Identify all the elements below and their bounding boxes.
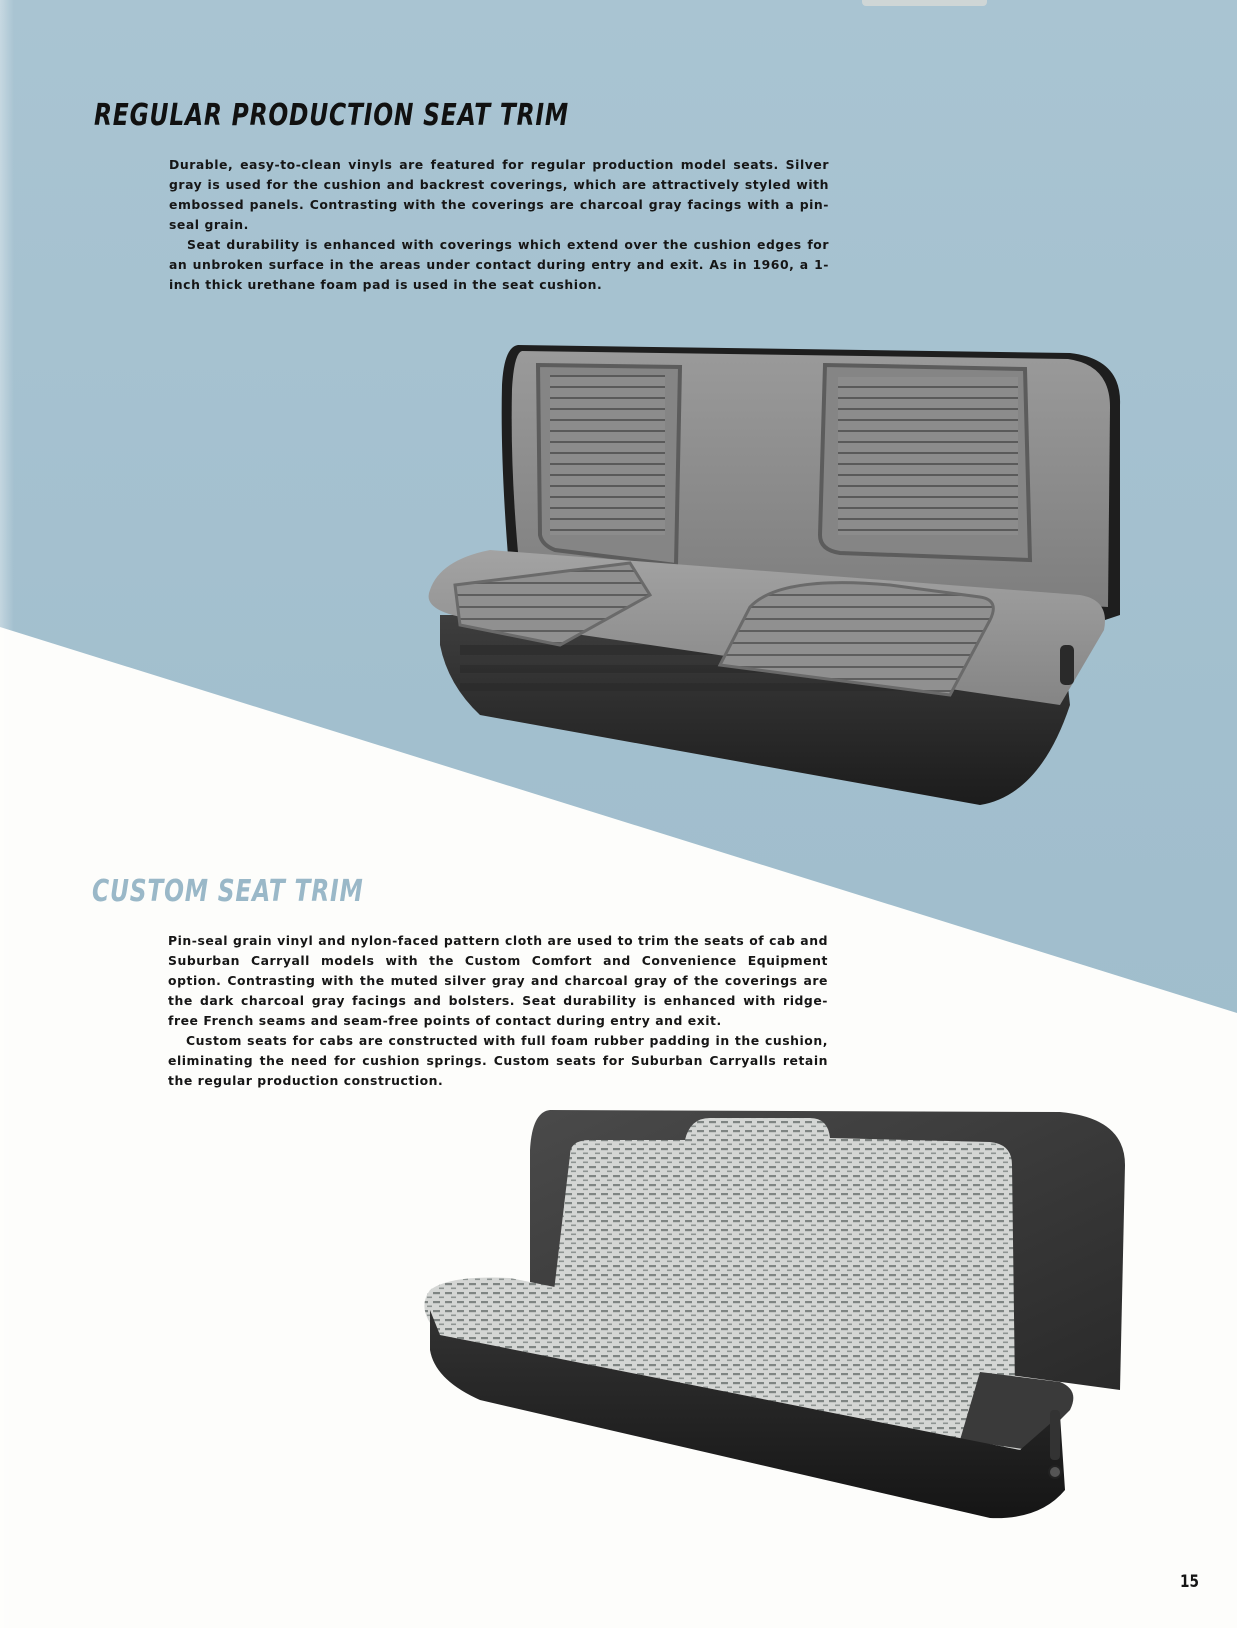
top-edge-mark [862, 0, 987, 6]
page-edge-highlight [0, 0, 14, 1628]
custom-seat-trim-title: CUSTOM SEAT TRIM [92, 874, 364, 909]
custom-seat-trim-text [168, 931, 828, 1091]
regular-seat-trim-title: REGULAR PRODUCTION SEAT TRIM [94, 98, 569, 133]
page-number: 15 [1180, 1572, 1199, 1592]
regular-paragraph-2: Seat durability is enhanced with coverings which extend over the cushion edges for an unbroken surface in the areas under contact during entry and exit. As in 1960, a 1-inch thick urethane foam pad is used in the seat cushion. [169, 237, 829, 292]
custom-seat-photo [420, 1110, 1130, 1525]
custom-paragraph-1: Pin-seal grain vinyl and nylon-faced pattern cloth are used to trim the seats of cab and Suburban Carryall models with the Custom Comfort and Convenience Equipment option. Contrasting with the muted silver gray and charcoal gray of the coverings are the dark charcoal gray facings and bolsters. Seat durability is enhanced with ridge-free French seams and seam-free points of contact during entry and exit. [168, 933, 828, 1028]
custom-paragraph-2: Custom seats for cabs are constructed with full foam rubber padding in the cushion, eliminating the need for cushion springs. Custom seats for Suburban Carryalls retain the regular production construction. [168, 1033, 828, 1088]
regular-seat-photo [420, 345, 1122, 825]
regular-seat-trim-text [169, 155, 829, 295]
regular-paragraph-1: Durable, easy-to-clean vinyls are featured for regular production model seats. Silver gray is used for the cushion and backrest coverings, which are attractively styled with embossed panels. Contrasting with the coverings are charcoal gray facings with a pin-seal grain. [169, 157, 829, 232]
